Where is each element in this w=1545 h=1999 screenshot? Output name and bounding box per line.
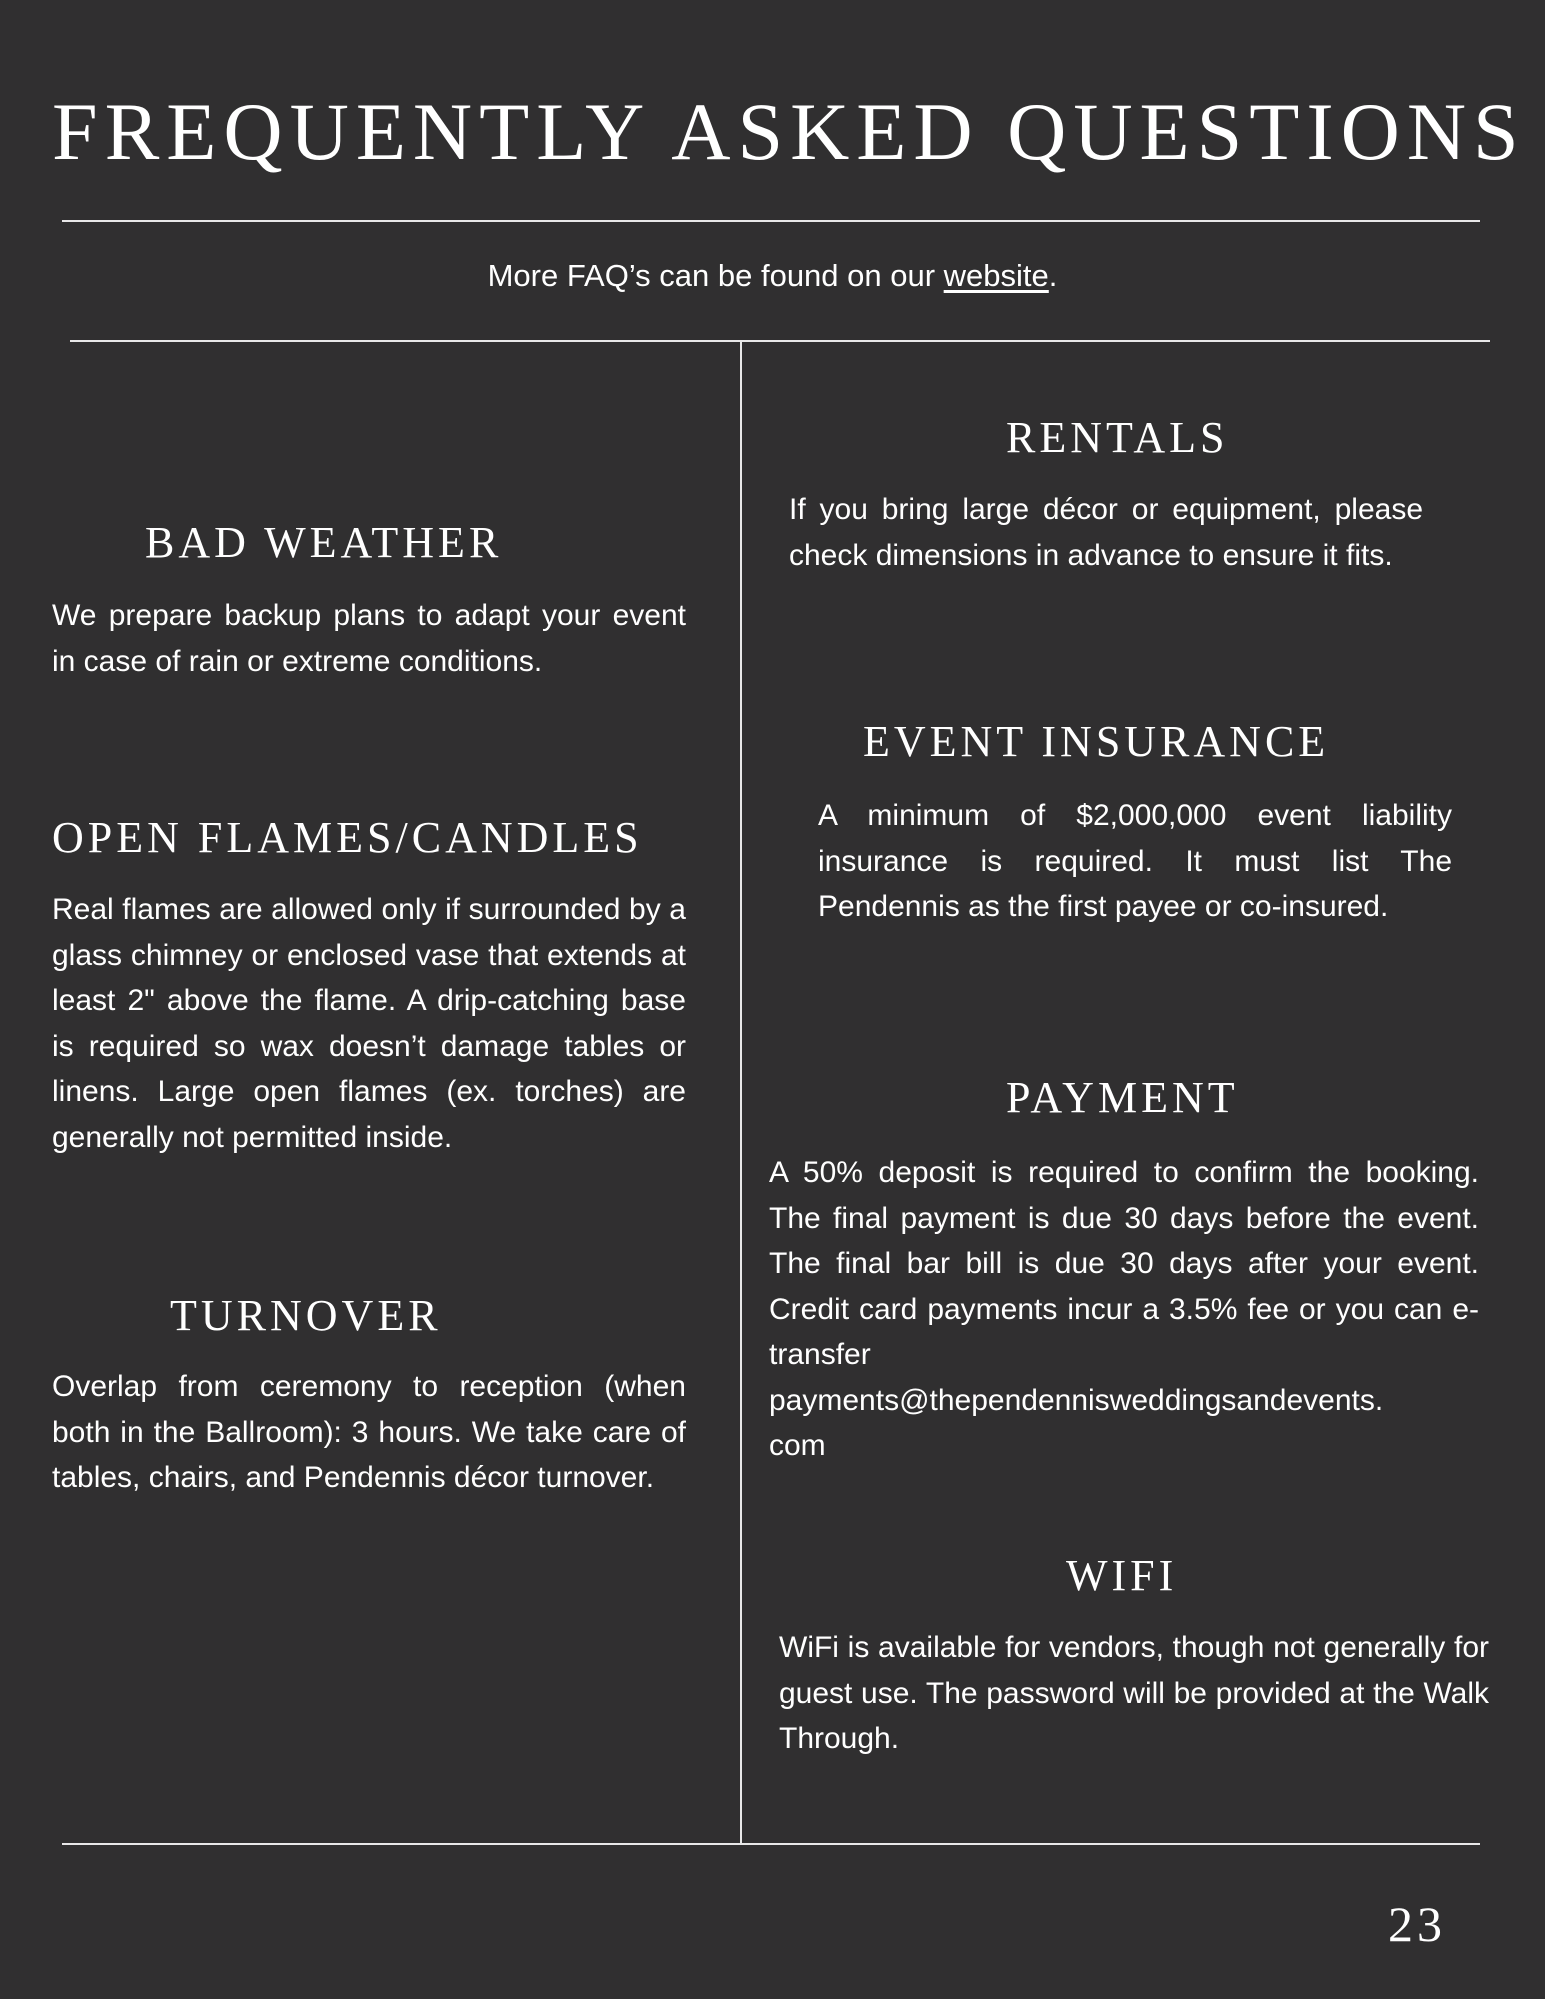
bad-weather-text: We prepare backup plans to adapt your event in case of rain or extreme conditions. (52, 599, 686, 678)
payment-heading: PAYMENT (1006, 1073, 1239, 1122)
columns-top-divider (70, 340, 1490, 342)
subtitle (0, 254, 1545, 298)
wifi-text: WiFi is available for vendors, though not generally for guest use. The password will be provided at the Walk Through. (779, 1631, 1489, 1755)
website-link[interactable]: website (943, 258, 1049, 293)
wifi-heading: WIFI (1066, 1551, 1178, 1600)
subtitle-suffix: . (1048, 258, 1058, 293)
turnover-heading: TURNOVER (170, 1291, 442, 1340)
event-insurance-text: A minimum of $2,000,000 event liability insurance is required. It must list The Pendennis as the first payee or co-insured. (818, 799, 1452, 923)
title-divider (62, 220, 1480, 222)
payment-text: A 50% deposit is required to confirm the booking. The final payment is due 30 days before the event. The final bar bill is due 30 days after your event. Credit card payments incur a 3.5% fee or you can e-transfer (769, 1156, 1479, 1371)
column-divider (740, 342, 742, 1844)
payment-email-line1: payments@thependennisweddingsandevents. (769, 1383, 1384, 1417)
open-flames-heading: OPEN FLAMES/CANDLES (52, 813, 643, 862)
page-number: 23 (1388, 1896, 1446, 1952)
subtitle-prefix: More FAQ’s can be found on our (487, 258, 944, 293)
page-title: FREQUENTLY ASKED QUESTIONS (52, 86, 1526, 177)
payment-email-line2: com (769, 1429, 826, 1462)
rentals-heading: RENTALS (1006, 413, 1229, 462)
bad-weather-heading: BAD WEATHER (145, 518, 503, 567)
event-insurance-heading: EVENT INSURANCE (863, 717, 1330, 766)
columns-bottom-divider (62, 1843, 1480, 1845)
open-flames-text: Real flames are allowed only if surrounded by a glass chimney or enclosed vase that extends at least 2" above the flame. A drip-catching base is required so wax doesn’t damage tables or linens. Large open flames (ex. torches) are generally not permitted inside. (52, 893, 686, 1154)
turnover-text: Overlap from ceremony to reception (when both in the Ballroom): 3 hours. We take care of tables, chairs, and Pendennis décor turnover. (52, 1370, 686, 1494)
payment-text-block (769, 1150, 1479, 1469)
rentals-text: If you bring large décor or equipment, please check dimensions in advance to ensure it fits. (789, 493, 1423, 572)
